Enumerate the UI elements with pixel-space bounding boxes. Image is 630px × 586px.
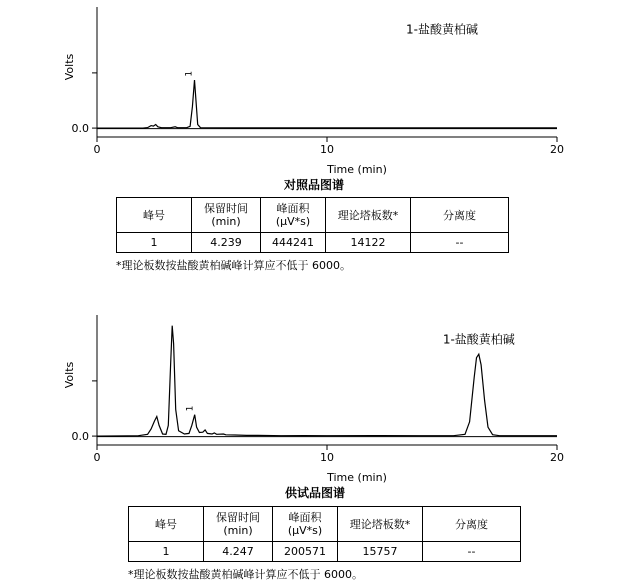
sample-results-table (128, 506, 521, 562)
header-retention-time-label: 保留时间 (216, 511, 260, 524)
reference-chromatogram (0, 0, 630, 180)
cell-resolution: -- (423, 542, 521, 562)
sample-chart-caption: 供试品图谱 (284, 486, 345, 500)
x-tick-label: 20 (550, 451, 564, 464)
x-tick-label: 10 (320, 143, 334, 156)
sample-table-note: *理论板数按盐酸黄柏碱峰计算应不低于 6000。 (128, 568, 363, 581)
y-tick-label: 0.0 (71, 430, 89, 444)
table-header-row (129, 507, 521, 542)
x-tick-label: 0 (93, 451, 101, 464)
chart-svg (0, 0, 630, 180)
header-peak-number: 峰号 (117, 198, 192, 233)
table-row (117, 233, 509, 253)
header-theoretical-plates: 理论塔板数* (326, 198, 411, 233)
reference-results-table (116, 197, 509, 253)
header-peak-area-label: 峰面积 (288, 511, 322, 524)
header-peak-area-label: 峰面积 (276, 202, 310, 215)
cell-theoretical-plates: 15757 (338, 542, 423, 562)
x-tick-label: 20 (550, 143, 564, 156)
header-peak-area (273, 507, 338, 542)
cell-theoretical-plates: 14122 (326, 233, 411, 253)
y-axis-label: Volts (63, 53, 76, 81)
header-retention-time (192, 198, 261, 233)
cell-peak-number: 1 (117, 233, 192, 253)
header-peak-number: 峰号 (129, 507, 204, 542)
y-tick-label: 0.0 (71, 122, 89, 136)
header-retention-time-unit: (min) (223, 524, 253, 537)
table-header-row (117, 198, 509, 233)
x-tick-label: 10 (320, 451, 334, 464)
table-row (129, 542, 521, 562)
peak-number-label: 1 (185, 405, 196, 412)
cell-resolution: -- (411, 233, 509, 253)
peak-number-label: 1 (184, 70, 195, 77)
chart-svg (0, 308, 630, 488)
header-resolution: 分离度 (423, 507, 521, 542)
y-axis-label: Volts (63, 361, 76, 389)
x-axis-label: Time (min) (327, 471, 387, 484)
reference-chart-caption: 对照品图谱 (283, 178, 344, 192)
peak-name-label: 1-盐酸黄柏碱 (406, 22, 478, 37)
cell-peak-area: 200571 (273, 542, 338, 562)
header-peak-area-unit: (μV*s) (287, 524, 323, 537)
header-resolution: 分离度 (411, 198, 509, 233)
header-retention-time (204, 507, 273, 542)
chromatogram-trace (97, 80, 557, 128)
header-retention-time-label: 保留时间 (204, 202, 248, 215)
cell-retention-time: 4.247 (204, 542, 273, 562)
header-retention-time-unit: (min) (211, 215, 241, 228)
sample-chromatogram (0, 308, 630, 488)
header-peak-area-unit: (μV*s) (275, 215, 311, 228)
reference-table-note: *理论板数按盐酸黄柏碱峰计算应不低于 6000。 (116, 259, 351, 272)
header-theoretical-plates: 理论塔板数* (338, 507, 423, 542)
header-peak-area (261, 198, 326, 233)
x-tick-label: 0 (93, 143, 101, 156)
peak-name-label: 1-盐酸黄柏碱 (442, 332, 515, 347)
cell-retention-time: 4.239 (192, 233, 261, 253)
cell-peak-number: 1 (129, 542, 204, 562)
x-axis-label: Time (min) (327, 163, 387, 176)
cell-peak-area: 444241 (261, 233, 326, 253)
